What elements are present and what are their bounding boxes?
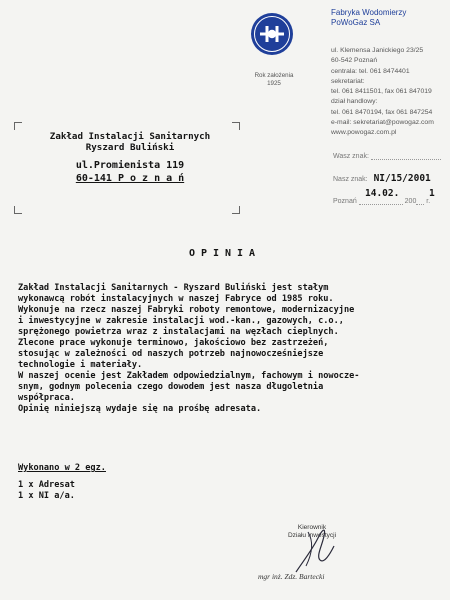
city-label: Poznań — [333, 198, 357, 205]
date-typed: 14.02. — [365, 188, 400, 199]
address-corner-mark — [14, 206, 22, 214]
stamp-line: Kierownik — [297, 524, 327, 531]
date-blank — [359, 204, 403, 205]
powogaz-logo — [250, 12, 294, 56]
founded-label: Rok założenia — [254, 72, 294, 79]
body-line: Zlecone prace wykonuje terminowo, jakościowo bez zastrzeżeń, — [18, 338, 329, 348]
body-line: technologie i materiały. — [18, 360, 143, 370]
stamp-line: Działu Inwestycji — [287, 532, 337, 539]
contact-line: tel. 061 8411501, fax 061 847019 — [331, 88, 432, 96]
your-ref-label: Wasz znak: — [333, 153, 369, 160]
copy-item: 1 x Adresat — [18, 480, 75, 490]
company-contact-lines — [331, 46, 450, 139]
founded-year: 1925 — [267, 80, 281, 87]
our-ref-value: NI/15/2001 — [373, 173, 431, 184]
recipient-city: 60-141 P o z n a ń — [75, 173, 185, 184]
body-line: snym, godnym polecenia czego dowodem jest nasza długoletnia — [18, 382, 324, 392]
contact-line: 60-542 Poznań — [331, 57, 378, 65]
our-ref-row — [333, 173, 431, 184]
company-letterhead — [331, 8, 450, 139]
contact-line: www.powogaz.com.pl — [331, 129, 397, 137]
contact-line: e-mail: sekretariat@powogaz.com — [331, 119, 434, 127]
recipient-street: ul.Promienista 119 — [75, 160, 185, 171]
contact-line: centrala: tel. 061 8474401 — [331, 67, 410, 75]
company-name: Fabryka Wodomierzy — [331, 8, 407, 17]
contact-line: dział handlowy: — [331, 98, 378, 106]
body-line: współpraca. — [18, 393, 75, 403]
year-typed: 1 — [429, 188, 435, 199]
body-line: wykonawcą robót instalacyjnych w naszej Fabryce od 1985 roku. — [18, 294, 334, 304]
your-ref-blank — [371, 159, 441, 160]
year-blank — [416, 204, 424, 205]
signer-name: mgr inż. Zdz. Bartecki — [258, 572, 325, 581]
handwritten-signature — [290, 520, 340, 578]
body-line: stosując w zależności od naszych potrzeb najnowocześniejsze — [18, 349, 324, 359]
contact-line: sekretariat: — [331, 77, 365, 85]
your-ref-row — [333, 153, 441, 160]
copies-block — [18, 463, 106, 502]
recipient-address — [30, 131, 230, 185]
company-name-2: PoWoGaz SA — [331, 18, 381, 27]
letter-body — [18, 283, 438, 415]
body-line: Opinię niniejszą wydaje się na prośbę adresata. — [18, 404, 262, 414]
copy-item: 1 x NI a/a. — [18, 491, 75, 501]
address-corner-mark — [232, 122, 240, 130]
address-corner-mark — [14, 122, 22, 130]
body-line: W naszej ocenie jest Zakładem odpowiedzialnym, fachowym i nowocze- — [18, 371, 360, 381]
body-line: Zakład Instalacji Sanitarnych - Ryszard Buliński jest stałym — [18, 283, 329, 293]
body-line: sprężonego powietrza wraz z instalacjami na węzłach cieplnych. — [18, 327, 339, 337]
founded-caption — [244, 72, 304, 88]
date-row — [333, 188, 435, 205]
year-printed: 200 — [404, 198, 417, 205]
contact-line: tel. 061 8470194, fax 061 847254 — [331, 108, 433, 116]
recipient-owner: Ryszard Buliński — [85, 142, 175, 153]
year-suffix: r. — [426, 198, 431, 205]
copies-heading: Wykonano w 2 egz. — [18, 463, 106, 473]
recipient-name: Zakład Instalacji Sanitarnych — [49, 131, 211, 142]
body-line: i inwestycyjne w zakresie instalacji wod.-kan., gazowych, c.o., — [18, 316, 344, 326]
address-corner-mark — [232, 206, 240, 214]
contact-line: ul. Klemensa Janickiego 23/25 — [331, 47, 424, 54]
document-title: OPINIA — [188, 248, 262, 259]
body-line: Wykonuje na rzecz naszej Fabryki roboty remontowe, modernizacyjne — [18, 305, 355, 315]
our-ref-label: Nasz znak: — [333, 176, 368, 183]
